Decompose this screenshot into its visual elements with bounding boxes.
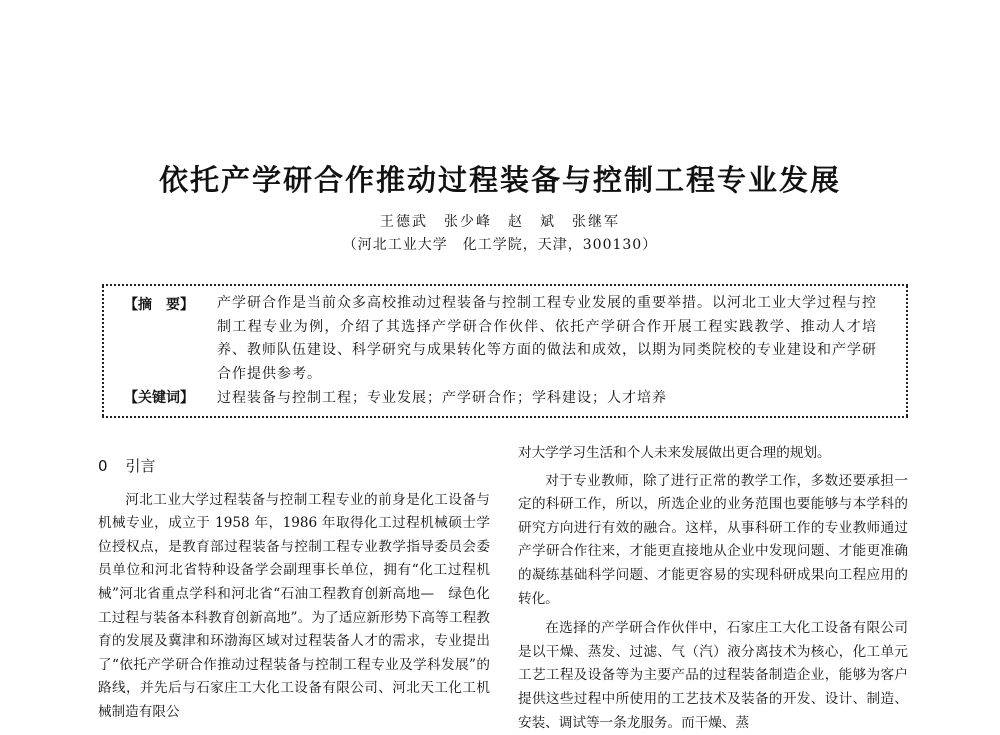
abstract-box bbox=[102, 284, 908, 418]
affiliation: （河北工业大学 化工学院，天津，300130） bbox=[342, 237, 658, 253]
paragraph: 在选择的产学研合作伙伴中，石家庄工大化工设备有限公司是以干燥、蒸发、过滤、气（汽）液分离技术为核心，化工单元工艺工程及设备等为主要产品的过程装备制造企业，能够为客户提供这些过程中所使用的工艺技术及装备的开发、设计、制造、安装、调试等一条龙服务。而干燥、蒸 bbox=[518, 620, 908, 731]
abstract-text: 产学研合作是当前众多高校推动过程装备与控制工程专业发展的重要举措。以河北工业大学过程与控制工程专业为例，介绍了其选择产学研合作伙伴、依托产学研合作开展工程实践教学、推动人才培养、教师队伍建设、科学研究与成果转化等方面的做法和成效，以期为同类院校的专业建设和产学研合作提供参考。 bbox=[217, 295, 877, 382]
keywords-label: 【关键词】 bbox=[124, 390, 194, 406]
section-title: 引言 bbox=[125, 457, 156, 475]
keywords-text: 过程装备与控制工程；专业发展；产学研合作；学科建设；人才培养 bbox=[217, 390, 667, 406]
right-column bbox=[518, 442, 908, 735]
left-column bbox=[98, 455, 490, 725]
paragraph: 河北工业大学过程装备与控制工程专业的前身是化工设备与机械专业，成立于 1958 年，1986 年取得化工过程机械硕士学位授权点，是教育部过程装备与控制工程专业教学指导委员会委员单位和河北省特种设备学会副理事长单位，拥有“化工过程机械”河北省重点学科和河北省“石油工程教育创新高地— 绿色化工过程与装备本科教育创新高地”。为了适应新形势下高等工程教育的发展及冀津和环渤海区域对过程装备人才的需求，专业提出了“依托产学研合作推动过程装备与控制工程专业及学科发展”的路线，并先后与石家庄工大化工设备有限公司、河北天工化工机械制造有限公 bbox=[98, 491, 490, 720]
paragraph: 对大学学习生活和个人未来发展做出更合理的规划。 bbox=[518, 445, 831, 461]
abstract-label: 【摘 要】 bbox=[124, 297, 194, 313]
paper-title: 依托产学研合作推动过程装备与控制工程专业发展 bbox=[158, 163, 841, 197]
paragraph: 对于专业教师，除了进行正常的教学工作，多数还要承担一定的科研工作，所以，所选企业的业务范围也要能够与本学科的研究方向进行有效的融合。这样，从事科研工作的专业教师通过产学研合作往来，才能更直接地从企业中发现问题、才能更准确的凝练基础科学问题、才能更容易的实现科研成果向工程应用的转化。 bbox=[518, 472, 908, 607]
authors: 王德武 张少峰 赵 斌 张继军 bbox=[380, 214, 620, 230]
section-number: 0 bbox=[98, 457, 108, 475]
section-heading bbox=[98, 455, 490, 479]
